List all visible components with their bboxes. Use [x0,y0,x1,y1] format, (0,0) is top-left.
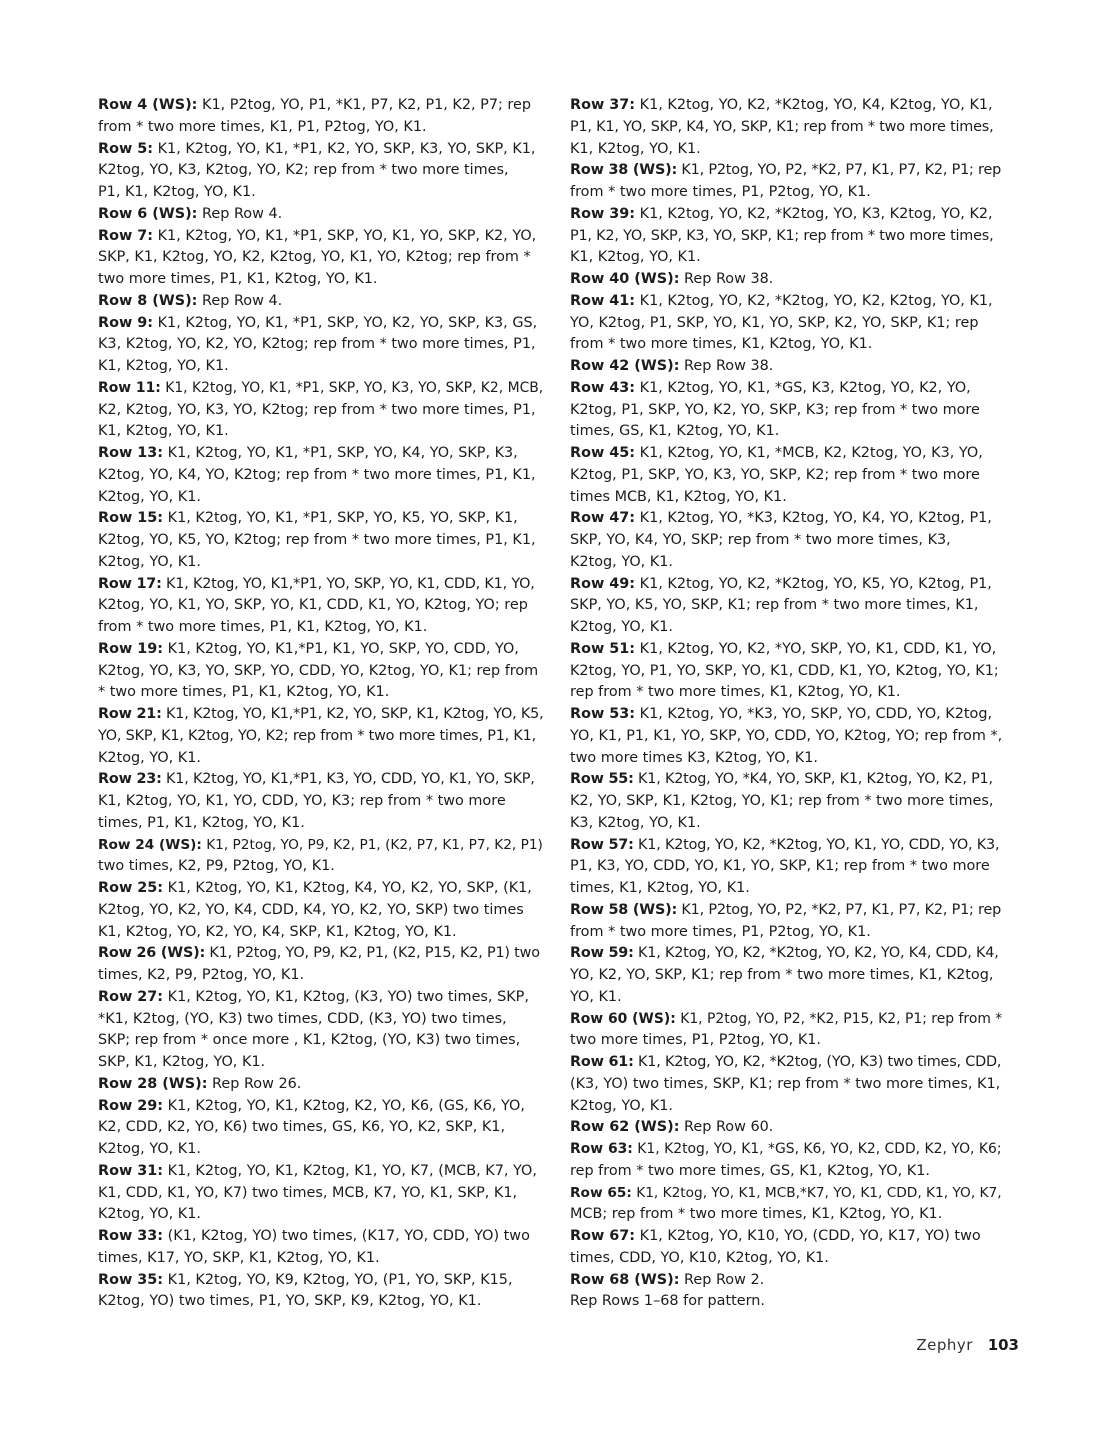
row-instructions: from * two more times, K1, P1, P2tog, YO, K1. [98,118,427,135]
row-instructions: K2tog, YO, K1. [98,553,201,570]
pattern-line [570,465,1002,487]
pattern-line [570,1074,1002,1096]
pattern-line [98,421,543,443]
row-label: Row 47: [570,510,636,527]
row-instructions: K2tog, YO, K1. [98,749,201,766]
pattern-line [98,1030,543,1052]
row-instructions: P1, K1, K2tog, YO, K1. [98,184,256,200]
pattern-line [98,1248,543,1270]
row-instructions: K2tog, YO, K5, YO, K2tog; rep from * two more times, P1, K1, [98,532,536,548]
pattern-line [570,704,1002,726]
row-instructions: SKP, K1, K2tog, YO, K2, K2tog, YO, K1, YO, K2tog; rep from * [98,249,531,266]
row-label: Row 38 (WS): [570,162,678,179]
pattern-line [98,835,543,857]
row-instructions: K1, K2tog, YO, K2, *YO, SKP, YO, K1, CDD, K1, YO, [635,640,997,657]
row-instructions: YO, K1. [570,988,622,1005]
row-instructions: YO, SKP, K1, K2tog, YO, K2; rep from * two more times, P1, K1, [98,727,536,744]
row-label: Row 43: [570,379,636,396]
row-label: Row 60 (WS): [570,1010,676,1027]
row-instructions: K2tog, YO, K3, K2tog, YO, K2; rep from * two more times, [98,162,509,179]
row-instructions: times, GS, K1, K2tog, YO, K1. [570,423,780,440]
row-instructions: YO, K2, YO, SKP, K1; rep from * two more times, K1, K2tog, [570,967,994,983]
pattern-line [98,748,543,770]
row-label: Row 27: [98,988,164,1005]
row-label: Row 51: [570,640,636,657]
pattern-line [98,682,543,704]
pattern-line [570,726,1002,748]
pattern-line [570,748,1002,770]
pattern-line [570,639,1002,661]
row-instructions: K2tog, YO, K4, YO, K2tog; rep from * two more times, P1, K1, [98,466,536,483]
pattern-line [570,813,1002,835]
pattern-line [98,617,543,639]
row-instructions: from * two more times, K1, K2tog, YO, K1. [570,336,873,353]
row-instructions: Rep Row 26. [207,1075,302,1092]
row-label: Row 37: [570,97,636,113]
pattern-line [98,552,543,574]
row-label: Row 53: [570,706,636,722]
pattern-line [570,204,1002,226]
pattern-line [98,139,543,161]
pattern-line [570,965,1002,987]
row-instructions: K1, K2tog, YO, K1, *P1, SKP, YO, K5, YO, SKP, K1, [163,510,518,527]
pattern-line [98,813,543,835]
row-label: Row 28 (WS): [98,1075,208,1092]
pattern-line [98,182,543,204]
row-label: Row 7: [98,227,154,244]
pattern-line [98,639,543,661]
pattern-line [570,1139,1002,1161]
pattern-line [98,95,543,117]
pattern-line [570,661,1002,683]
pattern-line [570,443,1002,465]
pattern-line [570,1204,1002,1226]
row-instructions: K1, K2tog, YO, K2, *K2tog, YO, K1, YO, CDD, YO, K3, [633,836,1000,853]
pattern-line [98,900,543,922]
row-instructions: K2tog, YO, K1, YO, SKP, YO, K1, CDD, K1, YO, K2tog, YO; rep [98,597,528,614]
pattern-line [570,791,1002,813]
row-instructions: K1, K2tog, YO, K1. [98,358,229,374]
row-instructions: K1, K2tog, YO, K2, *K2tog, (YO, K3) two times, CDD, [633,1054,1002,1070]
pattern-line [570,835,1002,857]
row-instructions: K3, K2tog, YO, K2, YO, K2tog; rep from * two more times, P1, [98,336,536,353]
row-instructions: from * two more times, P1, P2tog, YO, K1. [570,184,871,200]
row-label: Row 9: [98,314,154,331]
row-instructions: K1, K2tog, YO, *K4, YO, SKP, K1, K2tog, YO, K2, P1, [633,771,993,788]
row-instructions: K1, K2tog, YO, K1, K2tog, (K3, YO) two times, SKP, [163,988,529,1005]
pattern-line [98,943,543,965]
left-column [98,95,543,1313]
row-instructions: times, K2, P9, P2tog, YO, K1. [98,967,305,983]
pattern-line [98,1117,543,1139]
pattern-line [98,204,543,226]
row-instructions: K2tog, YO, K1. [570,619,673,635]
pattern-line [570,530,1002,552]
row-instructions: K1, K2tog, YO, K9, K2tog, YO, (P1, YO, SKP, K15, [163,1271,513,1288]
pattern-line [570,595,1002,617]
pattern-line [570,160,1002,182]
row-instructions: K1, P2tog, YO, P2, *K2, P7, K1, P7, K2, P1; rep [677,901,1002,918]
row-instructions: K1, K2tog, YO, K1, *P1, SKP, YO, K3, YO, SKP, K2, MCB, [160,379,544,396]
pattern-line [570,943,1002,965]
pattern-line [98,791,543,813]
row-instructions: K1, K2tog, YO, K1, *P1, K2, YO, SKP, K3, YO, SKP, K1, [153,140,536,157]
pattern-line [98,922,543,944]
pattern-line [570,552,1002,574]
row-instructions: K2, K2tog, YO, K3, YO, K2tog; rep from * two more times, P1, [98,401,536,418]
row-label: Row 11: [98,379,161,396]
page-number: 103 [987,1336,1019,1354]
pattern-line [98,1074,543,1096]
pattern-line [98,856,543,878]
row-instructions: K2tog, YO, K1. [570,553,673,570]
row-instructions: K2tog, YO, K3, YO, SKP, YO, CDD, YO, K2tog, YO, K1; rep from [98,662,539,679]
pattern-line [570,139,1002,161]
pattern-line [98,1096,543,1118]
row-instructions: K1, P2tog, YO, P2, *K2, P15, K2, P1; rep from * [675,1010,1003,1027]
pattern-line [570,226,1002,248]
pattern-line [570,291,1002,313]
row-instructions: K1, K2tog, YO, K2, YO, K4, SKP, K1, K2tog, YO, K1. [98,923,457,940]
row-instructions: two more times, P1, P2tog, YO, K1. [570,1032,821,1049]
pattern-line [98,1009,543,1031]
row-label: Row 8 (WS): [98,292,198,309]
row-instructions: K1, K2tog, YO, *K3, K2tog, YO, K4, YO, K2tog, P1, [635,510,992,527]
row-label: Row 23: [98,771,162,788]
row-instructions: K1, K2tog, YO, K10, YO, (CDD, YO, K17, YO) two [635,1228,981,1244]
row-instructions: (K1, K2tog, YO) two times, (K17, YO, CDD, YO) two [163,1228,530,1244]
row-instructions: two more times, P1, K1, K2tog, YO, K1. [98,271,378,287]
row-instructions: Rep Row 2. [679,1271,765,1288]
pattern-line [98,400,543,422]
pattern-line [570,1270,1002,1292]
pattern-line [98,769,543,791]
row-instructions: Rep Row 4. [197,292,283,309]
row-label: Row 59: [570,945,634,962]
row-instructions: K1, K2tog, YO, K2, *K2tog, YO, K2, K2tog, YO, K1, [635,292,993,309]
pattern-line [570,356,1002,378]
row-label: Row 33: [98,1228,164,1244]
pattern-line [98,726,543,748]
pattern-line [98,356,543,378]
pattern-line [570,378,1002,400]
pattern-line [98,247,543,269]
pattern-line [570,421,1002,443]
pattern-line [98,160,543,182]
row-instructions: K2tog, YO, K2, YO, K4, CDD, K4, YO, K2, YO, SKP) two times [98,901,524,918]
row-label: Row 17: [98,575,162,592]
pattern-line [570,1248,1002,1270]
row-instructions: K2tog, YO, P1, YO, SKP, YO, K1, CDD, K1, YO, K2tog, YO, K1; [570,662,999,679]
pattern-line [570,900,1002,922]
row-instructions: from * two more times, P1, K1, K2tog, YO, K1. [98,619,428,635]
row-instructions: K1, K2tog, YO, K1, K2tog, K4, YO, K2, YO, SKP, (K1, [163,880,532,896]
pattern-line [570,247,1002,269]
pattern-line [98,1052,543,1074]
pattern-line [570,769,1002,791]
row-instructions: P1, K2, YO, SKP, K3, YO, SKP, K1; rep from * two more times, [570,227,994,244]
row-label: Row 45: [570,445,636,461]
pattern-line [570,334,1002,356]
running-title: Zephyr [916,1336,973,1354]
row-label: Row 63: [570,1141,633,1157]
row-instructions: K1, P2tog, YO, P9, K2, P1, (K2, P15, K2, P1) two [205,945,540,962]
pattern-line [98,661,543,683]
row-label: Row 4 (WS): [98,97,198,113]
pattern-line [98,508,543,530]
row-instructions: YO, K2tog, P1, SKP, YO, K1, YO, SKP, K2, YO, SKP, K1; rep [570,314,979,331]
row-instructions: K2tog, YO, K1. [98,488,201,505]
row-instructions: K1, K2tog, YO, K1,*P1, YO, SKP, YO, K1, CDD, K1, YO, [161,575,535,592]
row-label: Row 13: [98,445,164,461]
row-instructions: K1, K2tog, YO, K2, *K2tog, YO, K2, YO, K4, CDD, K4, [633,945,999,962]
row-label: Row 58 (WS): [570,901,678,918]
pattern-line [98,574,543,596]
row-label: Row 5: [98,140,154,157]
row-instructions: K1, P2tog, YO, P9, K2, P1, (K2, P7, K1, P7, K2, P1) [201,836,543,853]
pattern-line [98,530,543,552]
pattern-line [570,1161,1002,1183]
pattern-line [570,922,1002,944]
pattern-line [98,1226,543,1248]
pattern-line [98,1183,543,1205]
row-instructions: K1, K2tog, YO, K1, *P1, SKP, YO, K4, YO, SKP, K3, [163,445,518,461]
pattern-line [98,965,543,987]
row-instructions: K1, K2tog, YO, K1,*P1, K1, YO, SKP, YO, CDD, YO, [163,640,519,657]
row-instructions: K1, K2tog, YO, *K3, YO, SKP, YO, CDD, YO, K2tog, [635,706,993,722]
pattern-line [570,1052,1002,1074]
row-instructions: K1, K2tog, YO, K1. [570,140,701,157]
pattern-line [570,269,1002,291]
row-instructions: K1, P2tog, YO, P1, *K1, P7, K2, P1, K2, P7; rep [197,97,532,113]
row-instructions: times, P1, K1, K2tog, YO, K1. [98,814,305,831]
pattern-line [570,1226,1002,1248]
row-label: Row 68 (WS): [570,1271,680,1288]
pattern-line [570,1183,1002,1205]
pattern-line [570,1009,1002,1031]
row-instructions: K1, K2tog, YO, K1, K2tog, K1, YO, K7, (MCB, K7, YO, [163,1162,537,1179]
pattern-line [570,400,1002,422]
pattern-line [98,704,543,726]
row-instructions: K1, P2tog, YO, P2, *K2, P7, K1, P7, K2, P1; rep [677,162,1002,179]
row-instructions: SKP, YO, K4, YO, SKP; rep from * two more times, K3, [570,532,951,548]
pattern-line [98,291,543,313]
row-label: Row 21: [98,706,162,722]
row-instructions: K1, K2tog, YO, K1. [98,423,229,440]
row-label: Row 61: [570,1054,634,1070]
row-instructions: K1, CDD, K1, YO, K7) two times, MCB, K7, YO, K1, SKP, K1, [98,1184,518,1201]
pattern-line [98,465,543,487]
pattern-line [570,508,1002,530]
row-instructions: SKP, YO, K5, YO, SKP, K1; rep from * two more times, K1, [570,597,979,614]
pattern-line [98,378,543,400]
row-label: Row 29: [98,1097,164,1114]
row-instructions: K1, K2tog, YO, K1, *GS, K6, YO, K2, CDD, K2, YO, K6; [632,1141,1002,1157]
pattern-line [98,878,543,900]
row-instructions: SKP; rep from * once more , K1, K2tog, (YO, K3) two times, [98,1032,521,1049]
row-instructions: K1, K2tog, YO, K1,*P1, K2, YO, SKP, K1, K2tog, YO, K5, [161,706,544,722]
right-column [570,95,1002,1313]
row-instructions: rep from * two more times, GS, K1, K2tog, YO, K1. [570,1162,930,1179]
row-instructions: two more times K3, K2tog, YO, K1. [570,749,818,766]
pattern-line [570,313,1002,335]
pattern-line [98,313,543,335]
row-instructions: P1, K3, YO, CDD, YO, K1, YO, SKP, K1; rep from * two more [570,858,990,875]
row-instructions: K2tog, YO, K1. [98,1206,201,1223]
pattern-line [98,269,543,291]
row-instructions: K1, K2tog, YO, K1, *P1, SKP, YO, K1, YO, SKP, K2, YO, [153,227,537,244]
row-instructions: Rep Row 38. [679,271,774,287]
row-instructions: K2, YO, SKP, K1, K2tog, YO, K1; rep from * two more times, [570,793,994,809]
row-label: Row 25: [98,880,164,896]
row-label: Row 31: [98,1162,164,1179]
row-instructions: Rep Rows 1–68 for pattern. [570,1293,765,1310]
row-label: Row 49: [570,575,636,592]
row-instructions: times MCB, K1, K2tog, YO, K1. [570,488,787,505]
row-instructions: K1, K2tog, YO, K1, K2tog, K2, YO, K6, (GS, K6, YO, [163,1097,525,1114]
row-instructions: SKP, K1, K2tog, YO, K1. [98,1054,266,1070]
row-label: Row 26 (WS): [98,945,206,962]
row-label: Row 42 (WS): [570,358,680,374]
pattern-line [98,443,543,465]
row-instructions: from * two more times, P1, P2tog, YO, K1. [570,923,871,940]
pattern-line [570,617,1002,639]
row-label: Row 57: [570,836,634,853]
row-instructions: times, K17, YO, SKP, K1, K2tog, YO, K1. [98,1249,380,1266]
row-instructions: times, K1, K2tog, YO, K1. [570,880,750,896]
row-label: Row 19: [98,640,164,657]
pattern-line [570,1096,1002,1118]
pattern-line [98,334,543,356]
row-label: Row 55: [570,771,634,788]
row-instructions: K1, K2tog, YO, K1, *MCB, K2, K2tog, YO, K3, YO, [635,445,983,461]
page-footer [916,1336,1019,1354]
pattern-line [98,1204,543,1226]
row-instructions: K1, K2tog, YO, K1, *GS, K3, K2tog, YO, K2, YO, [635,379,971,396]
pattern-line [570,1030,1002,1052]
pattern-line [98,1270,543,1292]
row-instructions: K1, K2tog, YO, K2, *K2tog, YO, K4, K2tog, YO, K1, [635,97,993,113]
row-label: Row 67: [570,1228,636,1244]
pattern-line [570,117,1002,139]
row-label: Row 65: [570,1184,632,1201]
pattern-line [570,682,1002,704]
row-instructions: Rep Row 60. [679,1119,774,1136]
pattern-line [570,856,1002,878]
pattern-line [98,1161,543,1183]
row-instructions: K1, K2tog, YO, K1, *P1, SKP, YO, K2, YO, SKP, K3, GS, [153,314,538,331]
pattern-line [98,117,543,139]
row-instructions: P1, K1, YO, SKP, K4, YO, SKP, K1; rep from * two more times, [570,118,994,135]
pattern-line [570,987,1002,1009]
row-label: Row 6 (WS): [98,205,198,222]
row-instructions: Rep Row 4. [197,205,283,222]
pattern-line [570,182,1002,204]
row-instructions: K1, K2tog, YO, K1, MCB,*K7, YO, K1, CDD, K1, YO, K7, [631,1184,1002,1201]
pattern-line [98,487,543,509]
row-instructions: rep from * two more times, K1, K2tog, YO, K1. [570,684,901,701]
row-instructions: K1, K2tog, YO, K1,*P1, K3, YO, CDD, YO, K1, YO, SKP, [161,771,535,788]
row-instructions: times, CDD, YO, K10, K2tog, YO, K1. [570,1249,829,1266]
row-label: Row 62 (WS): [570,1119,680,1136]
row-instructions: two times, K2, P9, P2tog, YO, K1. [98,858,335,875]
row-label: Row 24 (WS): [98,836,202,853]
row-label: Row 40 (WS): [570,271,680,287]
pattern-line [98,1291,543,1313]
row-instructions: Rep Row 38. [679,358,774,374]
pattern-line [570,878,1002,900]
row-instructions: K3, K2tog, YO, K1. [570,814,701,831]
row-instructions: * two more times, P1, K1, K2tog, YO, K1. [98,684,390,701]
pattern-line [98,987,543,1009]
row-instructions: K2tog, YO) two times, P1, YO, SKP, K9, K2tog, YO, K1. [98,1293,482,1310]
pattern-line [98,226,543,248]
row-instructions: K2, CDD, K2, YO, K6) two times, GS, K6, YO, K2, SKP, K1, [98,1119,506,1136]
row-instructions: K1, K2tog, YO, K1. [570,249,701,266]
row-instructions: K2tog, YO, K1. [98,1141,201,1157]
row-label: Row 35: [98,1271,164,1288]
row-label: Row 39: [570,205,636,222]
row-instructions: MCB; rep from * two more times, K1, K2tog, YO, K1. [570,1206,943,1223]
pattern-line [570,574,1002,596]
pattern-line [570,1291,1002,1313]
row-label: Row 41: [570,292,636,309]
pattern-line [570,1117,1002,1139]
row-instructions: *K1, K2tog, (YO, K3) two times, CDD, (K3, YO) two times, [98,1010,507,1027]
pattern-line [98,595,543,617]
row-label: Row 15: [98,510,164,527]
row-instructions: (K3, YO) two times, SKP, K1; rep from * two more times, K1, [570,1075,1001,1092]
row-instructions: K2tog, P1, SKP, YO, K2, YO, SKP, K3; rep from * two more [570,401,980,418]
row-instructions: K2tog, P1, SKP, YO, K3, YO, SKP, K2; rep from * two more [570,466,980,483]
pattern-line [98,1139,543,1161]
pattern-line [570,487,1002,509]
row-instructions: K1, K2tog, YO, K2, *K2tog, YO, K3, K2tog, YO, K2, [635,205,993,222]
row-instructions: K1, K2tog, YO, K1, YO, CDD, YO, K3; rep from * two more [98,793,506,809]
row-instructions: K2tog, YO, K1. [570,1097,673,1114]
row-instructions: K1, K2tog, YO, K2, *K2tog, YO, K5, YO, K2tog, P1, [635,575,992,592]
pattern-line [570,95,1002,117]
row-instructions: YO, K1, P1, K1, YO, SKP, YO, CDD, YO, K2tog, YO; rep from *, [570,727,1003,744]
